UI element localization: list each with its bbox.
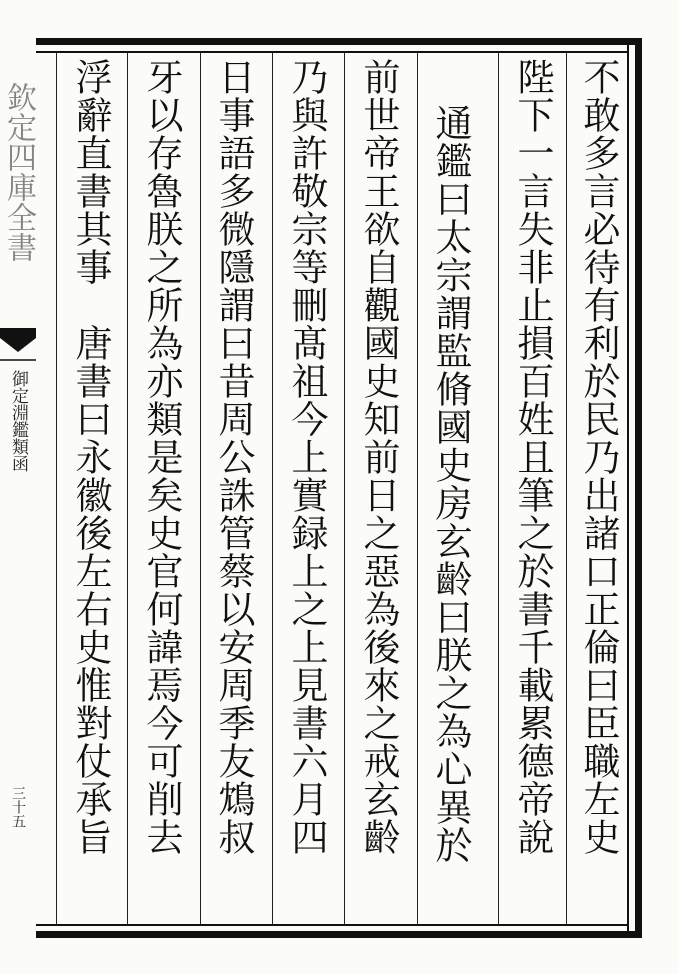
column-rule	[417, 53, 418, 924]
text-column-7: 牙以存魯朕之所為亦類是矣史官何諱焉今可削去	[140, 58, 183, 856]
frame-top-border	[36, 38, 642, 45]
frame-top-inner-line	[36, 51, 629, 53]
margin-page-number: 三十五	[10, 786, 26, 828]
page-fold-margin	[0, 38, 36, 938]
column-rule	[498, 53, 499, 924]
fishtail-mark-icon	[0, 328, 36, 368]
column-rule	[56, 53, 57, 924]
column-rule	[272, 53, 273, 924]
column-rule	[344, 53, 345, 924]
frame-right-border	[635, 38, 642, 938]
text-column-6: 日事語多微隱謂曰昔周公誅管蔡以安周季友鴆叔	[212, 58, 255, 856]
text-column-5: 乃與許敬宗等刪髙祖今上實録上之上見書六月四	[285, 58, 328, 856]
text-column-8: 浮辭直書其事 唐書曰永徽後左右史惟對仗承旨	[69, 58, 112, 856]
margin-header-text: 欽定四庫全書	[1, 82, 36, 262]
column-rule	[566, 53, 567, 924]
text-column-2: 陛下一言失非止損百姓且筆之於書千載累德帝說	[511, 58, 554, 856]
margin-book-title: 御定淵鑑類函	[8, 370, 28, 472]
column-rule	[127, 53, 128, 924]
text-column-1: 不敢多言必待有利於民乃出諸口正倫曰臣職左史	[577, 58, 620, 856]
text-column-4: 前世帝王欲自觀國史知前日之惡為後來之戒玄齡	[357, 58, 400, 856]
text-column-3: 通鑑曰太宗謂監脩國史房玄齡曰朕之為心異於	[429, 104, 472, 864]
frame-bottom-border	[36, 931, 642, 938]
column-rule	[200, 53, 201, 924]
